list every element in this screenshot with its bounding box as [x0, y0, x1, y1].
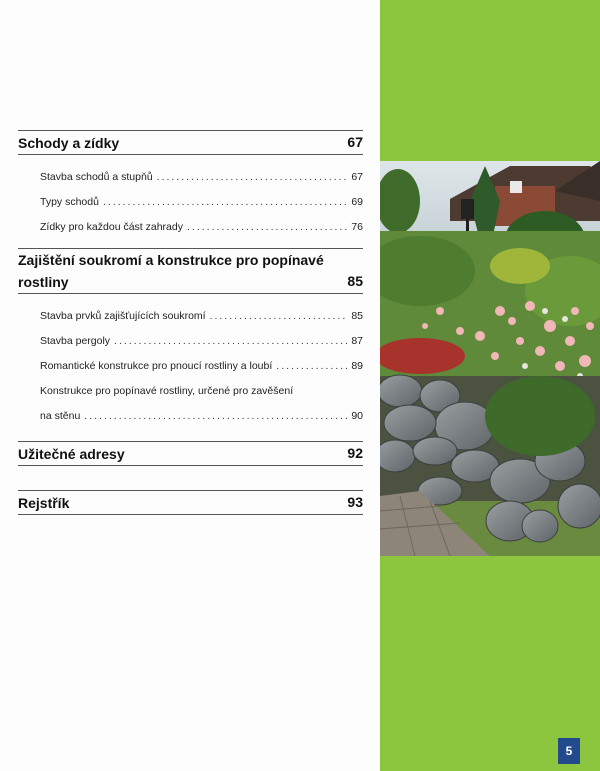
- garden-photo: [380, 161, 600, 556]
- toc-section-title: Schody a zídky: [18, 134, 120, 151]
- toc-section-header[interactable]: [18, 248, 363, 294]
- green-band-top: [380, 0, 600, 161]
- toc-entry-page: 69: [351, 196, 363, 208]
- toc-section-rejstrik: [18, 490, 363, 515]
- toc-entry-label: Stavba prvků zajišťujících soukromí: [40, 310, 206, 322]
- toc-leader-dots: [210, 304, 348, 329]
- toc-entries: [18, 294, 363, 437]
- toc-section-header[interactable]: [18, 490, 363, 515]
- toc-entry-label: Typy schodů: [40, 196, 99, 208]
- toc-section-header[interactable]: [18, 130, 363, 155]
- table-of-contents: [18, 130, 363, 515]
- page-number-badge: 5: [558, 738, 580, 764]
- toc-entry-page: 76: [351, 221, 363, 233]
- toc-entry-page: 87: [351, 335, 363, 347]
- toc-section-page: 93: [347, 494, 363, 510]
- toc-section-page: 92: [347, 445, 363, 461]
- toc-entry-multiline[interactable]: [40, 379, 363, 429]
- toc-section-page: 85: [347, 273, 363, 289]
- toc-section-page: 67: [347, 134, 363, 150]
- toc-entry[interactable]: [40, 190, 363, 215]
- toc-entry-page: 85: [351, 310, 363, 322]
- toc-entries: [18, 155, 363, 248]
- toc-section-header[interactable]: [18, 441, 363, 466]
- toc-leader-dots: [276, 354, 347, 379]
- toc-entry-page: 89: [351, 360, 363, 372]
- toc-entry-label: Stavba schodů a stupňů: [40, 171, 153, 183]
- toc-section-soukromi: [18, 248, 363, 437]
- toc-entry-label: Stavba pergoly: [40, 335, 111, 347]
- toc-section-adresy: [18, 441, 363, 466]
- toc-entry-page: 90: [351, 410, 363, 422]
- toc-entry[interactable]: [40, 354, 363, 379]
- toc-entry[interactable]: [40, 329, 363, 354]
- toc-section-schody: [18, 130, 363, 248]
- toc-entry-label: Zídky pro každou část zahrady: [40, 221, 183, 233]
- toc-entry-line2: [40, 404, 363, 429]
- toc-entry-label: Romantické konstrukce pro pnoucí rostliny a loubí: [40, 360, 273, 372]
- toc-entry-label: Konstrukce pro popínavé rostliny, určené pro zavěšení: [40, 385, 294, 397]
- toc-entry[interactable]: [40, 165, 363, 190]
- toc-entry-label: na stěnu: [40, 410, 81, 422]
- toc-leader-dots: [84, 404, 347, 429]
- toc-entry-page: 67: [351, 171, 363, 183]
- toc-entry[interactable]: [40, 215, 363, 240]
- toc-leader-dots: [157, 165, 348, 190]
- toc-leader-dots: [103, 190, 347, 215]
- toc-section-title: Zajištění soukromí a konstrukce pro popínavé rostliny: [18, 252, 324, 290]
- toc-leader-dots: [114, 329, 347, 354]
- toc-section-title: Užitečné adresy: [18, 445, 125, 462]
- toc-leader-dots: [187, 215, 347, 240]
- toc-entry[interactable]: [40, 304, 363, 329]
- toc-section-title: Rejstřík: [18, 494, 70, 511]
